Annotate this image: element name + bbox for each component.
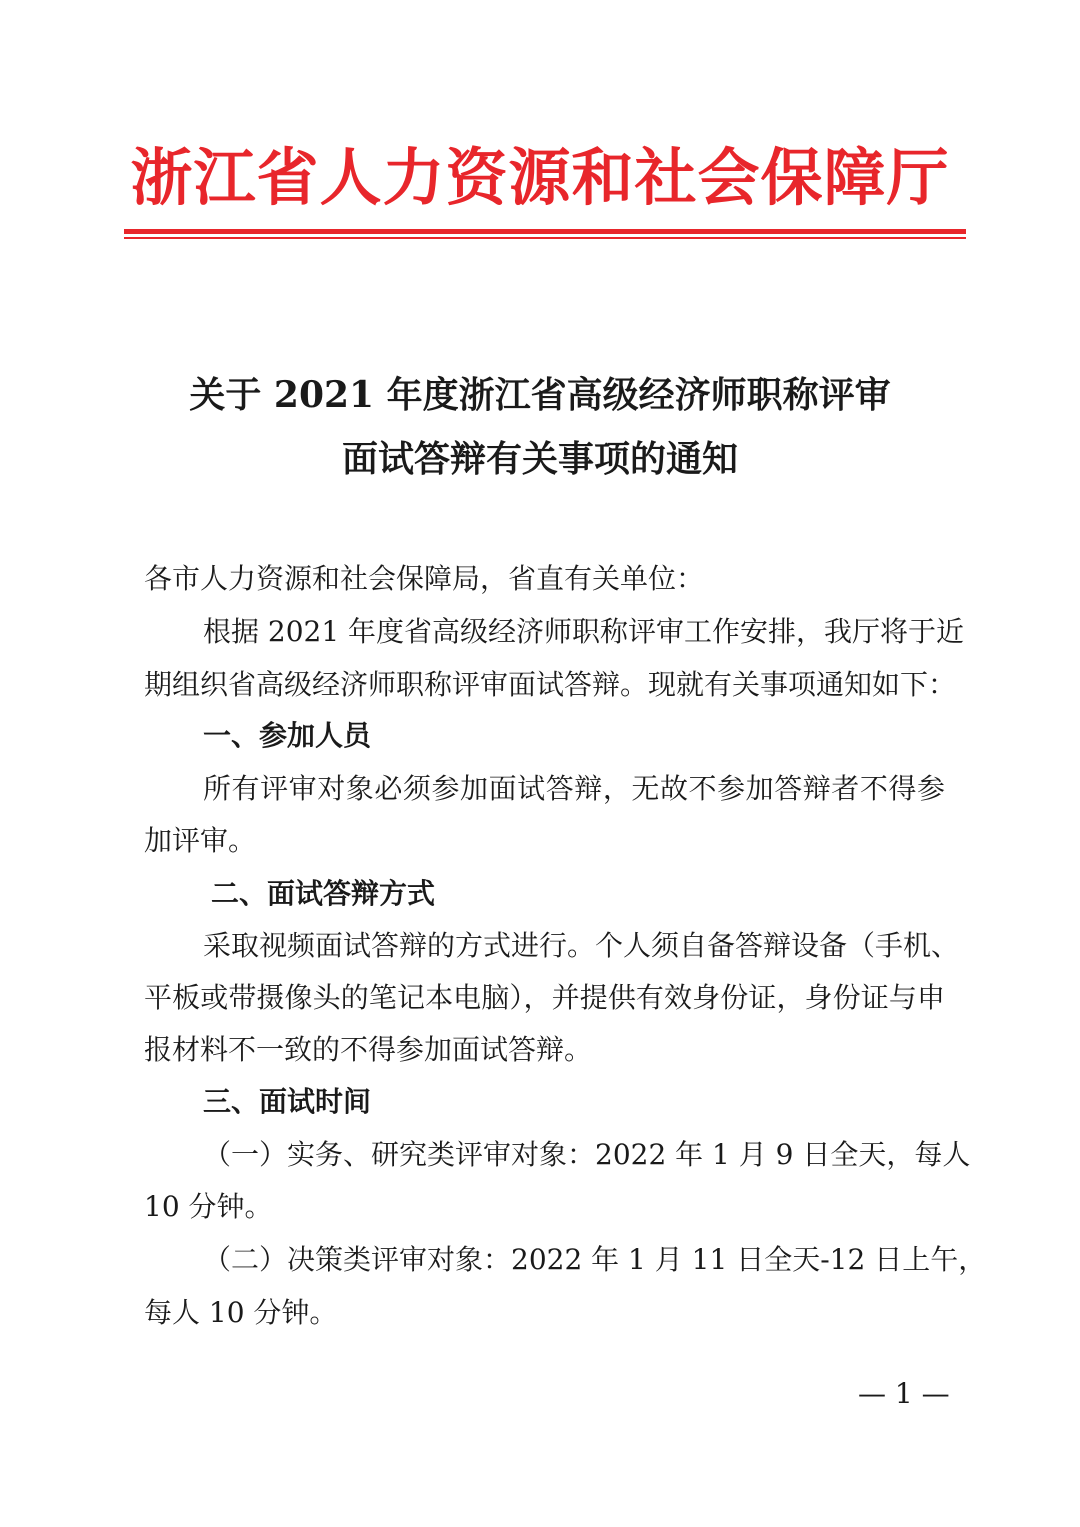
section-3-heading: 三、面试时间 <box>203 1085 372 1118</box>
salutation: 各市人力资源和社会保障局，省直有关单位： <box>144 562 705 595</box>
section-1-heading: 一、参加人员 <box>203 719 372 752</box>
intro-line-1: 根据 2021 年度省高级经济师职称评审工作安排，我厅将于近 <box>203 615 965 648</box>
letterhead-rule-thin <box>124 237 966 239</box>
section-1-line-2: 加评审。 <box>144 824 257 857</box>
section-3-item-1-line-1: （一）实务、研究类评审对象：2022 年 1 月 9 日全天，每人 <box>203 1138 971 1171</box>
intro-line-2: 期组织省高级经济师职称评审面试答辩。现就有关事项通知如下： <box>144 668 957 701</box>
letterhead-title: 浙江省人力资源和社会保障厅 <box>130 141 950 214</box>
section-2-line-3: 报材料不一致的不得参加面试答辩。 <box>144 1033 593 1066</box>
document-title-line-1: 关于 2021 年度浙江省高级经济师职称评审 <box>189 374 891 416</box>
section-2-line-1: 采取视频面试答辩的方式进行。个人须自备答辩设备（手机、 <box>203 929 960 962</box>
section-3-item-1-line-2: 10 分钟。 <box>144 1190 273 1223</box>
section-3-item-2-line-2: 每人 10 分钟。 <box>144 1296 338 1329</box>
document-title-line-2: 面试答辩有关事项的通知 <box>341 438 738 480</box>
letterhead-rule-thick <box>124 229 966 234</box>
section-2-line-2: 平板或带摄像头的笔记本电脑），并提供有效身份证，身份证与申 <box>144 981 945 1014</box>
section-1-line-1: 所有评审对象必须参加面试答辩，无故不参加答辩者不得参 <box>203 772 945 805</box>
section-3-item-2-line-1: （二）决策类评审对象：2022 年 1 月 11 日全天-12 日上午， <box>203 1243 987 1276</box>
section-2-heading: 二、面试答辩方式 <box>211 877 436 910</box>
page-number: — 1 — <box>858 1377 950 1410</box>
